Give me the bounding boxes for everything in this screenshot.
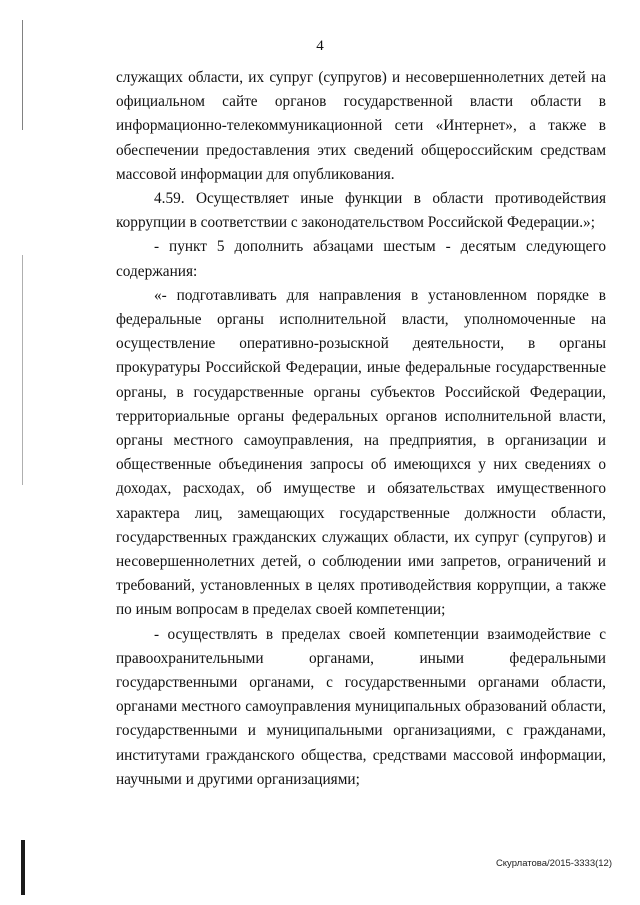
scan-edge-mark	[22, 20, 23, 130]
scan-edge-bar	[21, 840, 25, 895]
paragraph-prepare-requests: «- подготавливать для направления в установленном порядке в федеральные органы исполнительной власти, уполномоченные на осуществление оперативно-розыскной деятельности, в органы прокуратуры Российской Федерации, иные федеральные государственные органы, в государственные органы субъектов Российской Федерации, территориальные органы федеральных органов исполнительной власти, органы местного самоуправления, на предприятия, в организации и общественные объединения запросы об имеющихся у них сведениях о доходах, расходах, об имуществе и обязательствах имущественного характера лиц, замещающих государственные должности области, государственных гражданских служащих области, их супруг (супругов) и несовершеннолетних детей, о соблюдении ими запретов, ограничений и требований, установленных в целях противодействия коррупции, а также по иным вопросам в пределах своей компетенции;	[116, 286, 606, 619]
paragraph-cooperation: - осуществлять в пределах своей компетенции взаимодействие с правоохранительными органами, иными федеральными государственными органами, с государственными органами области, органами местного самоуправления муниципальных образований области, государственными и муниципальными организациями, с гражданами, институтами гражданского общества, средствами массовой информации, научными и другими организациями;	[116, 625, 606, 788]
paragraph-continuation: служащих области, их супруг (супругов) и несовершеннолетних детей на официальном сайте органов государственной власти области в информационно-телекоммуникационной сети «Интернет», а также в обеспечении предоставления этих сведений общероссийским средствам массовой информации для опубликования.	[116, 69, 606, 183]
scan-edge-mark	[22, 255, 23, 485]
document-body	[116, 66, 606, 792]
paragraph-clause-4-59: 4.59. Осуществляет иные функции в области противодействия коррупции в соответствии с законодательством Российской Федерации.»;	[116, 190, 606, 232]
page-number: 4	[316, 38, 324, 54]
footer-reference: Скурлатова/2015-3333(12)	[495, 858, 612, 869]
paragraph-amendment-point-5: - пункт 5 дополнить абзацами шестым - десятым следующего содержания:	[116, 238, 606, 280]
